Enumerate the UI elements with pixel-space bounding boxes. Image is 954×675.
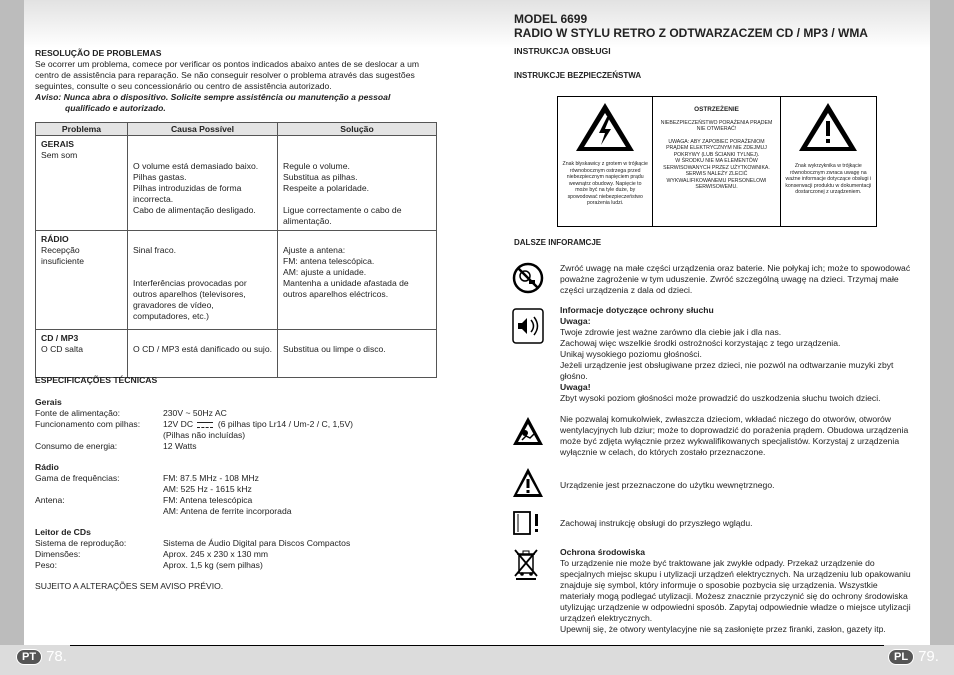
- spec-value: [163, 419, 353, 430]
- safety-center-title: OSTRZEŻENIE: [694, 106, 739, 113]
- spec-value: Aprox. 245 x 230 x 130 mm: [163, 549, 269, 559]
- right-side-band: [930, 0, 954, 675]
- spec-value: AM: 525 Hz - 1615 kHz: [163, 484, 252, 494]
- page-number-left: 78.: [46, 648, 67, 665]
- solution-text: Ajuste a antena:: [283, 245, 346, 255]
- solution-text: Substitua ou limpe o disco.: [283, 344, 386, 354]
- table-row: [36, 136, 437, 231]
- troubleshooting-title: RESOLUÇÃO DE PROBLEMAS: [35, 48, 162, 58]
- table-row: [36, 231, 437, 330]
- spec-value: AM: Antena de ferrite incorporada: [163, 506, 292, 516]
- specs-title: ESPECIFICAÇÕES TÉCNICAS: [35, 375, 158, 385]
- hearing-text: Twoje zdrowie jest ważne zarówno dla ciebie jak i dla nas.: [560, 327, 782, 337]
- solution-text: Mantenha a unidade afastada de outros aparelhos eléctricos.: [283, 278, 409, 299]
- safety-center-text: W ŚRODKU NIE MA ELEMENTÓW SERWISOWANYCH PRZEZ UŻYTKOWNIKA. SERWIS NALEŻY ZLECIĆ WYKWALIFIKOWANEMU PERSONELOWI SERWISOWEMU.: [663, 158, 770, 190]
- lightning-warning-icon: [574, 101, 636, 153]
- spec-label: Fonte de alimentação:: [35, 408, 121, 418]
- solution-text: Ligue correctamente o cabo de alimentação.: [283, 205, 402, 226]
- bottom-rule: [70, 645, 884, 646]
- lang-badge-pt: PT: [16, 649, 42, 665]
- solution-text: AM: ajuste a unidade.: [283, 267, 367, 277]
- spec-value: FM: Antena telescópica: [163, 495, 253, 505]
- specs-cd: [35, 527, 435, 571]
- hearing-text: Zachowaj więc wszelkie środki ostrożności korzystając z tego urządzenia.: [560, 338, 841, 348]
- spec-label: Sistema de reprodução:: [35, 538, 127, 548]
- battery-type: (6 pilhas tipo Lr14 / Um-2 / C, 1,5V): [217, 419, 354, 429]
- small-parts-warning-icon: [512, 262, 544, 294]
- troubleshooting-table: [35, 122, 437, 378]
- solution-text: FM: antena telescópica.: [283, 256, 375, 266]
- solution-text: Respeite a polaridade.: [283, 183, 369, 193]
- troubleshooting-intro: Se ocorrer um problema, comece por verificar os pontos indicados abaixo antes de se deslocar a um centro de assistência para reparação. Se não conseguir resolver o problema através das sugestões seguintes, consulte o seu concessionário ou centro de assistência autorizado.: [35, 59, 420, 91]
- indoor-use-warning-icon: [512, 467, 544, 499]
- solution-text: Regule o volume.: [283, 161, 350, 171]
- product-title: RADIO W STYLU RETRO Z ODTWARZACZEM CD / MP3 / WMA: [514, 26, 868, 40]
- hearing-text: Jeżeli urządzenie jest obsługiwane przez dzieci, nie pozwól na odtwarzanie muzyki zbyt głośno.: [560, 360, 894, 381]
- safety-center-text: NIEBEZPIECZEŃSTWO PORAŻENIA PRĄDEM: [660, 119, 773, 126]
- vents-text: Upewnij się, że otwory wentylacyjne nie są zasłonięte przez firanki, zasłon, gazety itp.: [560, 624, 886, 634]
- hearing-text: Zbyt wysoki poziom głośności może prowadzić do uszkodzenia słuchu twoich dzieci.: [560, 393, 881, 403]
- cause-text: O volume está demasiado baixo.: [133, 161, 259, 171]
- environment-section: [560, 547, 914, 635]
- spec-label: Consumo de energia:: [35, 441, 118, 451]
- specs-general: [35, 397, 435, 452]
- page-number-right: 79.: [918, 648, 939, 665]
- problem-text: O CD salta: [41, 344, 84, 354]
- instructions-title: INSTRUKCJA OBSŁUGI: [514, 46, 611, 56]
- cause-text: Pilhas gastas.: [133, 172, 187, 182]
- model-number: MODEL 6699: [514, 12, 588, 26]
- safety-center-text: UWAGA: ABY ZAPOBIEC PORAŻENIOM PRĄDEM ELEKTRYCZNYM NIE ZDEJMUJ POKRYWY (LUB ŚCIANKI TYLNEJ).: [666, 138, 767, 158]
- exclamation-warning-text: Znak wykrzyknika w trójkącie równobocznym zwraca uwagę na ważne informacje dotyczące obsługi i konserwacji produktu w dokumentacji dostarczonej z urządzeniem.: [785, 163, 872, 195]
- solution-text: Substitua as pilhas.: [283, 172, 358, 182]
- safety-center-column: [653, 97, 780, 226]
- recycle-bin-crossed-icon: [512, 547, 540, 581]
- table-header-cause: Causa Possível: [128, 123, 278, 136]
- hearing-section: [560, 305, 914, 404]
- warning-label: Aviso:: [35, 92, 62, 102]
- safety-warning-box: [557, 96, 877, 227]
- indoor-use-text: Urządzenie jest przeznaczone do użytku wewnętrznego.: [560, 480, 775, 490]
- manual-book-icon: [512, 510, 544, 536]
- section-title: GERAIS: [41, 139, 74, 149]
- cause-text: Sinal fraco.: [133, 245, 176, 255]
- lang-badge-pl: PL: [888, 649, 914, 665]
- bottom-bar: [0, 645, 954, 675]
- specs-radio: [35, 462, 435, 517]
- safety-lightning-column: [558, 97, 653, 226]
- page-badge-right: [888, 648, 939, 665]
- spec-label: Peso:: [35, 560, 57, 570]
- model-heading: [514, 12, 868, 40]
- environment-title: Ochrona środowiska: [560, 547, 646, 557]
- spec-value: 230V ~ 50Hz AC: [163, 408, 227, 418]
- spec-value: (Pilhas não incluídas): [163, 430, 246, 440]
- problem-text: Recepção insuficiente: [41, 245, 84, 266]
- openings-text: Nie pozwalaj komukolwiek, zwłaszcza dzieciom, wkładać niczego do otworów, otworów wentylacyjnych lub dziur; może to doprowadzić do porażenia prądem. Obudowa urządzenia może być zdjęta wyłącznie przez wykwalifikowanych specjalistów. Korzystaj z urządzenia wyłącznie w celach, do których zostało przeznaczone.: [560, 414, 909, 457]
- keep-manual-text: Zachowaj instrukcję obsługi do przyszłego wglądu.: [560, 518, 753, 528]
- lightning-warning-text: Znak błyskawicy z grotem w trójkącie równobocznym ostrzega przed niebezpiecznym napięciem prądu wewnątrz obudowy. Napięcie to może być na tyle duże, by spowodować niebezpieczeństwo porażenia ludzi.: [562, 161, 648, 206]
- left-side-band: [0, 0, 24, 675]
- dc-symbol-icon: [197, 422, 213, 428]
- hearing-caution: Uwaga:: [560, 316, 591, 326]
- table-header-problem: Problema: [36, 123, 128, 136]
- table-row: [36, 330, 437, 378]
- spec-label: Gama de frequências:: [35, 473, 120, 483]
- spec-value: FM: 87.5 MHz - 108 MHz: [163, 473, 259, 483]
- specs-radio-title: Rádio: [35, 462, 59, 472]
- page-badge-left: [16, 648, 67, 665]
- spec-label: Antena:: [35, 495, 65, 505]
- warning-text: Nunca abra o dispositivo. Solicite sempre assistência ou manutenção a pessoal qualificado e autorizado.: [63, 92, 391, 113]
- footer-note: SUJEITO A ALTERAÇÕES SEM AVISO PRÉVIO.: [35, 581, 224, 591]
- small-parts-text: Zwróć uwagę na małe części urządzenia oraz baterie. Nie połykaj ich; może to spowodować poważne zagrożenie w tym uduszenie. Zwróć szczególną uwagę na dzieci. Trzymaj małe części urządzenia z dala od dzieci.: [560, 263, 911, 295]
- spec-label: Dimensões:: [35, 549, 81, 559]
- section-title: CD / MP3: [41, 333, 79, 343]
- table-header-solution: Solução: [278, 123, 437, 136]
- cause-text: Interferências provocadas por outros aparelhos (televisores, gravadores de vídeo, computadores, etc.): [133, 278, 247, 321]
- warning-note: [35, 92, 435, 114]
- problem-text: Sem som: [41, 150, 78, 160]
- spec-label: Funcionamento com pilhas:: [35, 419, 141, 429]
- more-info-title: DALSZE INFORAMCJE: [514, 238, 602, 247]
- environment-text: To urządzenie nie może być traktowane jak zwykłe odpady. Przekaż urządzenie do specjalnych miejsc skupu i utylizacji urządzeń elektrycznych. Na urządzeniu lub opakowaniu znajduje się symbol, który informuje o sposobie pozbycia się urządzenia. Wszystkie materiały mogą podlegać utylizacji. Możesz znacznie przyczynić się do ochrony środowiska utylizując urządzenie w odpowiedni sposób. Zapytaj odpowiednie władze o miejsce utylizacji urządzeń elektrycznych.: [560, 558, 911, 623]
- hearing-text: Unikaj wysokiego poziomu głośności.: [560, 349, 702, 359]
- specs-general-title: Gerais: [35, 397, 62, 407]
- hearing-protection-icon: [512, 308, 544, 344]
- cause-text: O CD / MP3 está danificado ou sujo.: [133, 344, 273, 354]
- section-title: RÁDIO: [41, 234, 69, 244]
- cause-text: Cabo de alimentação desligado.: [133, 205, 256, 215]
- hearing-caution-2: Uwaga!: [560, 382, 591, 392]
- safety-center-text: NIE OTWIERAĆ!: [696, 126, 737, 132]
- cause-text: Pilhas introduzidas de forma incorrecta.: [133, 183, 242, 204]
- safety-title: INSTRUKCJE BEZPIECZEŃSTWA: [514, 71, 642, 80]
- specs-cd-title: Leitor de CDs: [35, 527, 91, 537]
- exclamation-warning-icon: [797, 101, 859, 153]
- spec-value: Sistema de Áudio Digital para Discos Compactos: [163, 538, 351, 548]
- electric-shock-warning-icon: [512, 416, 544, 448]
- hearing-title: Informacje dotyczące ochrony słuchu: [560, 305, 714, 315]
- safety-exclamation-column: [781, 97, 876, 226]
- spec-value: Aprox. 1,5 kg (sem pilhas): [163, 560, 263, 570]
- spec-value: 12 Watts: [163, 441, 197, 451]
- battery-voltage: 12V DC: [163, 419, 194, 429]
